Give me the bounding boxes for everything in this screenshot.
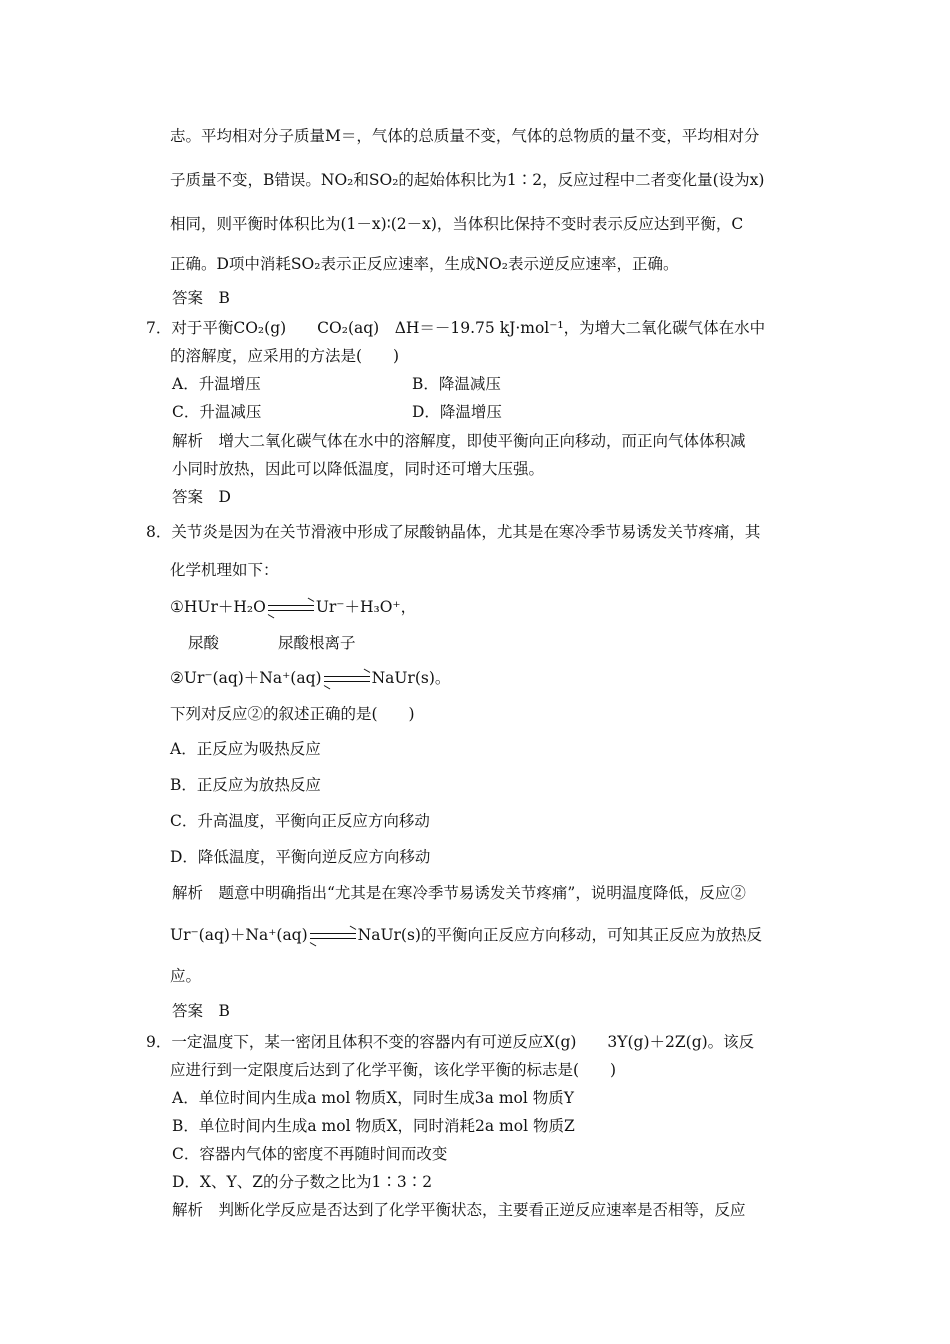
reaction-1-right: Ur⁻＋H₃O⁺，: [315, 598, 417, 616]
option-d: D．X、Y、Z的分子数之比为1∶3∶2: [172, 1173, 433, 1191]
reaction-2-left: ②Ur⁻(aq)＋Na⁺(aq): [170, 669, 322, 687]
reaction-2: [170, 668, 450, 688]
solution-reaction-left: Ur⁻(aq)＋Na⁺(aq): [170, 926, 308, 944]
text-line: 相同，则平衡时体积比为(1－x)∶(2－x)，当体积比保持不变时表示反应达到平衡，C: [170, 215, 744, 233]
equilibrium-arrow-icon: [324, 674, 370, 684]
answer-line: 答案 B: [172, 1002, 230, 1020]
reaction-2-right: NaUr(s)。: [371, 669, 451, 687]
answer-line: 答案 B: [172, 289, 230, 307]
question-8-prompt: 下列对反应②的叙述正确的是( ): [170, 705, 415, 723]
label-urate-ion: 尿酸根离子: [278, 634, 356, 652]
solution-line: 解析 判断化学反应是否达到了化学平衡状态，主要看正逆反应速率是否相等，反应: [172, 1201, 746, 1219]
solution-line: 解析 题意中明确指出“尤其是在寒冷季节易诱发关节疼痛”，说明温度降低，反应②: [172, 884, 746, 902]
solution-reaction-right: NaUr(s)的平衡向正反应方向移动，可知其正反应为放热反: [357, 926, 762, 944]
option-a: A．升温增压: [172, 375, 261, 393]
solution-line: 小同时放热，因此可以降低温度，同时还可增大压强。: [172, 460, 545, 478]
option-b: B．单位时间内生成a mol 物质X，同时消耗2a mol 物质Z: [172, 1117, 575, 1135]
question-7-stem: 7．对于平衡CO₂(g) CO₂(aq) ΔH＝－19.75 kJ·mol⁻¹，为增大二氧化碳气体在水中: [146, 319, 766, 337]
solution-line: 解析 增大二氧化碳气体在水中的溶解度，即使平衡向正向移动，而正向气体体积减: [172, 432, 746, 450]
question-7-stem: 的溶解度，应采用的方法是( ): [170, 347, 400, 365]
option-b: B．降温减压: [412, 375, 501, 393]
solution-line: [170, 925, 762, 945]
text-line: 子质量不变，B错误。NO₂和SO₂的起始体积比为1∶2，反应过程中二者变化量(设为x): [170, 171, 765, 189]
option-a: A．单位时间内生成a mol 物质X，同时生成3a mol 物质Y: [172, 1089, 574, 1107]
option-d: D．降温增压: [412, 403, 502, 421]
option-c: C．升高温度，平衡向正反应方向移动: [170, 812, 430, 830]
option-c: C．容器内气体的密度不再随时间而改变: [172, 1145, 448, 1163]
question-9-stem: 应进行到一定限度后达到了化学平衡，该化学平衡的标志是( ): [170, 1061, 617, 1079]
equilibrium-arrow-icon: [310, 931, 356, 941]
text-line: 志。平均相对分子质量M＝，气体的总质量不变，气体的总物质的量不变，平均相对分: [170, 127, 760, 145]
option-d: D．降低温度，平衡向逆反应方向移动: [170, 848, 431, 866]
option-a: A．正反应为吸热反应: [170, 740, 321, 758]
solution-line: 应。: [170, 967, 202, 985]
reaction-1-left: ①HUr＋H₂O: [170, 598, 266, 616]
reaction-1: [170, 597, 416, 617]
equilibrium-arrow-icon: [268, 603, 314, 613]
option-c: C．升温减压: [172, 403, 262, 421]
answer-line: 答案 D: [172, 488, 231, 506]
question-8-stem: 化学机理如下：: [170, 561, 279, 579]
label-uric-acid: 尿酸: [188, 634, 220, 652]
question-9-stem: 9．一定温度下，某一密闭且体积不变的容器内有可逆反应X(g) 3Y(g)＋2Z(g)。该反: [146, 1033, 755, 1051]
option-b: B．正反应为放热反应: [170, 776, 321, 794]
question-8-stem: 8．关节炎是因为在关节滑液中形成了尿酸钠晶体，尤其是在寒冷季节易诱发关节疼痛，其: [146, 523, 761, 541]
text-line: 正确。D项中消耗SO₂表示正反应速率，生成NO₂表示逆反应速率，正确。: [170, 255, 679, 273]
